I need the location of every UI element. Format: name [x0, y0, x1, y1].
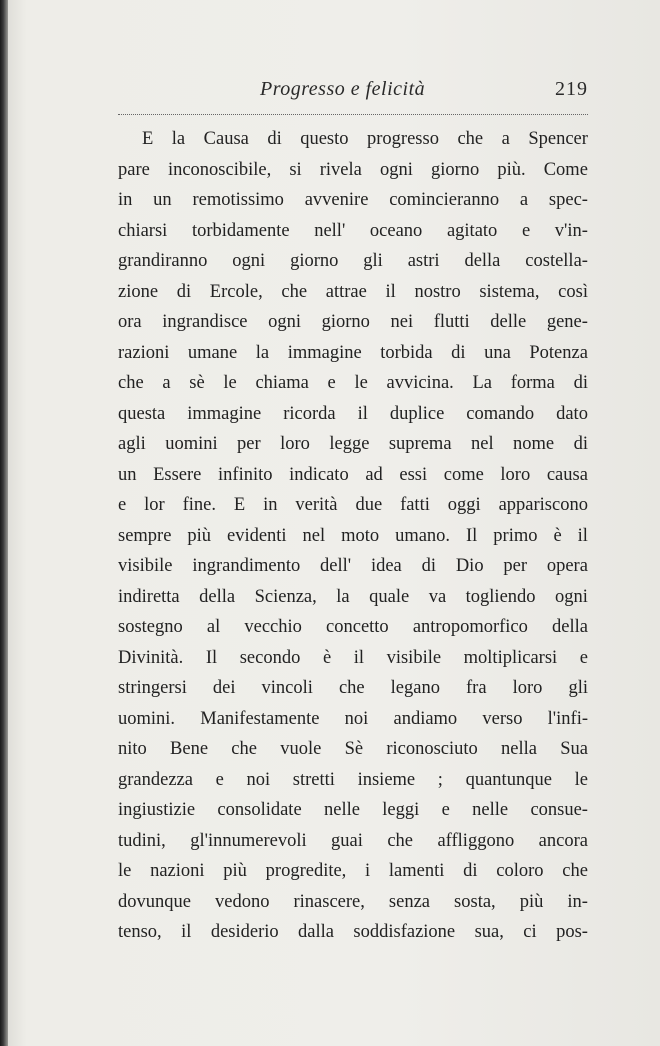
word: nostro: [414, 281, 461, 302]
text-line: [118, 856, 588, 887]
word: oggi: [447, 495, 481, 515]
word: che: [118, 373, 144, 393]
word: il: [353, 647, 365, 668]
word: Essere: [153, 464, 202, 485]
word: visibile: [118, 556, 173, 576]
word: lamenti: [388, 861, 445, 881]
word: noi: [344, 708, 369, 729]
word: che: [562, 861, 588, 881]
word: insieme: [357, 769, 416, 790]
word: guai: [331, 830, 363, 851]
word: verso: [482, 708, 523, 729]
word: giorno: [430, 159, 480, 180]
word: ingrandimento: [192, 556, 301, 576]
word: il: [357, 403, 368, 424]
word: tudini,: [118, 830, 166, 851]
word: gene-: [546, 312, 588, 332]
word: costella-: [525, 251, 588, 271]
text-line: [118, 216, 588, 247]
word: nazioni: [150, 861, 205, 881]
word: secondo: [239, 647, 301, 668]
word: astri: [407, 251, 440, 271]
word: loro: [512, 678, 543, 698]
word: e: [441, 800, 450, 820]
word: come: [443, 464, 484, 485]
word: e: [327, 373, 336, 393]
word: a: [162, 373, 171, 393]
word: rivela: [319, 159, 362, 180]
word: per: [237, 434, 261, 454]
word: si: [289, 159, 302, 180]
word: la: [171, 129, 186, 149]
word: leggi: [382, 800, 420, 820]
word: noi: [246, 769, 271, 790]
text-line: [118, 765, 588, 796]
word: tenso,: [118, 922, 162, 942]
word: v'in-: [554, 220, 588, 241]
word: dei: [212, 678, 236, 698]
text-line: [118, 673, 588, 704]
word: quale: [369, 586, 410, 607]
word: flutti: [433, 312, 470, 332]
word: chiarsi: [118, 220, 168, 241]
word: per: [503, 556, 528, 576]
word: nei: [390, 312, 414, 332]
word: di: [573, 434, 588, 454]
word: più.: [497, 159, 526, 180]
text-line: [118, 460, 588, 491]
word: al: [206, 617, 221, 637]
word: stringersi: [118, 678, 187, 698]
header-rule: [118, 114, 588, 115]
word: ingrandisce: [162, 312, 248, 332]
word: dovunque: [118, 891, 191, 912]
word: senza: [388, 891, 431, 912]
word: legge: [329, 434, 370, 454]
page-number: 219: [555, 78, 588, 100]
word: rinascere,: [293, 891, 365, 912]
word: fine.: [182, 495, 216, 515]
word: duplice: [389, 403, 445, 424]
word: che: [231, 739, 257, 759]
word: remotissimo: [192, 190, 284, 210]
word: agitato: [446, 220, 498, 241]
word: in: [118, 190, 133, 210]
word: indicato: [289, 464, 349, 485]
word: sè: [189, 373, 205, 393]
word: di: [451, 342, 466, 363]
word: Causa: [203, 129, 249, 149]
word: l'infi-: [547, 708, 588, 729]
word: giorno: [321, 312, 370, 332]
word: Come: [543, 159, 588, 180]
word: vincoli: [261, 678, 313, 698]
word: loro: [500, 464, 531, 485]
word: ci: [523, 922, 537, 942]
word: uomini: [165, 434, 218, 454]
word: forma: [510, 373, 555, 393]
word: comincieranno: [389, 190, 500, 210]
word: e: [118, 495, 127, 515]
word: nella: [501, 739, 537, 759]
word: coloro: [496, 861, 544, 881]
body-text: [118, 124, 588, 948]
word: indiretta: [118, 586, 180, 607]
word: progresso: [367, 129, 439, 149]
word: le: [574, 769, 588, 790]
text-line: [118, 551, 588, 582]
text-line: [118, 521, 588, 552]
word: grandezza: [118, 769, 193, 790]
word: più: [187, 525, 212, 546]
word: della: [464, 251, 501, 271]
word: nelle: [472, 800, 509, 820]
text-line: [118, 155, 588, 186]
word: dato: [556, 403, 588, 424]
word: consolidate: [217, 800, 302, 820]
text-line: [118, 277, 588, 308]
word: ad: [365, 464, 383, 485]
word: due: [355, 495, 383, 515]
word: umano.: [395, 525, 451, 546]
word: gli: [363, 251, 383, 271]
word: Ercole,: [209, 281, 263, 302]
word: delle: [490, 312, 527, 332]
word: nel: [470, 434, 494, 454]
word: La: [472, 373, 492, 393]
text-line: [118, 734, 588, 765]
word: concetto: [326, 617, 389, 637]
word: verità: [295, 495, 338, 515]
word: ogni: [555, 586, 588, 607]
word: ora: [118, 312, 142, 332]
word: immagine: [187, 403, 262, 424]
text-line: [118, 307, 588, 338]
word: zione: [118, 281, 159, 302]
word: antropomorfico: [412, 617, 528, 637]
word: più: [223, 861, 247, 881]
word: Spencer: [528, 129, 588, 149]
text-line: [118, 826, 588, 857]
word: ingiustizie: [118, 800, 196, 820]
word: attrae: [325, 281, 367, 302]
word: che: [387, 830, 414, 851]
word: affliggono: [437, 830, 515, 851]
word: sempre: [118, 525, 172, 546]
word: E: [233, 495, 246, 515]
word: chiama: [255, 373, 309, 393]
word: torbidamente: [191, 220, 290, 241]
word: causa: [546, 464, 588, 485]
word: grandiranno: [118, 251, 208, 271]
word: desiderio: [210, 922, 279, 942]
word: riconosciuto: [386, 739, 478, 759]
word: nel: [302, 525, 326, 546]
text-line: [118, 704, 588, 735]
word: visibile: [386, 647, 442, 668]
word: a: [501, 129, 510, 149]
word: giorno: [290, 251, 339, 271]
book-spine-shadow: [0, 0, 8, 1046]
word: di: [463, 861, 478, 881]
text-line: [118, 368, 588, 399]
word: ricorda: [283, 403, 336, 424]
word: il: [181, 922, 192, 942]
text-line: [118, 185, 588, 216]
text-line: [118, 612, 588, 643]
word: inconoscibile,: [167, 159, 272, 180]
word: oceano: [369, 220, 423, 241]
word: pos-: [556, 922, 588, 942]
word: pare: [118, 159, 150, 180]
word: e: [521, 220, 531, 241]
word: moltiplicarsi: [463, 647, 558, 668]
word: così: [558, 281, 588, 302]
word: della: [552, 617, 588, 637]
word: Sua: [560, 739, 588, 759]
word: loro: [280, 434, 310, 454]
word: di: [421, 556, 436, 576]
word: va: [428, 586, 447, 607]
word: sistema,: [479, 281, 540, 302]
word: idea: [370, 556, 402, 576]
word: è: [553, 525, 562, 546]
text-line: [118, 490, 588, 521]
word: gli: [568, 678, 588, 698]
word: Manifestamente: [200, 708, 320, 729]
word: andiamo: [393, 708, 458, 729]
word: gl'innumerevoli: [190, 830, 307, 851]
word: dell': [320, 556, 352, 576]
word: questo: [300, 129, 349, 149]
word: che: [338, 678, 365, 698]
word: avvenire: [304, 190, 369, 210]
word: vecchio: [244, 617, 302, 637]
word: sostegno: [118, 617, 183, 637]
word: progredite,: [265, 861, 347, 881]
word: di: [176, 281, 192, 302]
word: la: [336, 586, 350, 607]
text-line: [118, 917, 588, 948]
word: fatti: [400, 495, 430, 515]
word: uomini.: [118, 708, 176, 729]
text-line: [118, 887, 588, 918]
word: lor: [144, 495, 165, 515]
word: vedono: [215, 891, 270, 912]
word: avvicina.: [386, 373, 454, 393]
word: soddisfazione: [353, 922, 456, 942]
word: Dio: [455, 556, 484, 576]
word: nell': [314, 220, 346, 241]
word: quantunque: [465, 769, 552, 790]
text-line: [118, 399, 588, 430]
word: nelle: [324, 800, 360, 820]
word: suprema: [388, 434, 452, 454]
text-line: [118, 124, 588, 155]
text-line: [118, 429, 588, 460]
word: a: [519, 190, 529, 210]
word: togliendo: [465, 586, 536, 607]
word: è: [322, 647, 332, 668]
word: ancora: [538, 830, 588, 851]
word: agli: [118, 434, 146, 454]
word: razioni: [118, 342, 170, 363]
text-line: [118, 643, 588, 674]
word: dalla: [298, 922, 334, 942]
word: opera: [546, 556, 588, 576]
word: Bene: [170, 739, 209, 759]
word: in-: [567, 891, 588, 912]
word: sua,: [474, 922, 504, 942]
word: il: [385, 281, 396, 302]
word: Il: [205, 647, 218, 668]
word: della: [199, 586, 236, 607]
word: evidenti: [226, 525, 287, 546]
word: un: [153, 190, 172, 210]
word: nito: [118, 739, 147, 759]
word: umane: [187, 342, 238, 363]
word: primo: [493, 525, 538, 546]
word: e: [215, 769, 224, 790]
word: moto: [341, 525, 380, 546]
word: nome: [513, 434, 555, 454]
word: sosta,: [454, 891, 496, 912]
word: stretti: [292, 769, 335, 790]
word: ogni: [268, 312, 301, 332]
word: ogni: [232, 251, 266, 271]
word: E: [142, 129, 154, 149]
word: in: [263, 495, 278, 515]
word: che: [457, 129, 484, 149]
word: la: [255, 342, 270, 363]
word: infinito: [218, 464, 273, 485]
word: essi: [399, 464, 428, 485]
word: torbida: [380, 342, 433, 363]
word: di: [573, 373, 588, 393]
word: di: [267, 129, 282, 149]
word: che: [281, 281, 308, 302]
text-line: [118, 795, 588, 826]
text-line: [118, 582, 588, 613]
word: e: [579, 647, 588, 668]
word: legano: [390, 678, 440, 698]
word: il: [577, 525, 588, 546]
word: una: [484, 342, 511, 363]
word: comando: [466, 403, 535, 424]
word: le: [223, 373, 237, 393]
word: un: [118, 464, 137, 485]
word: vuole: [280, 739, 322, 759]
running-title: Progresso e felicità: [260, 78, 426, 100]
word: le: [354, 373, 368, 393]
word: i: [365, 861, 371, 881]
text-line: [118, 246, 588, 277]
word: consue-: [530, 800, 588, 820]
word: più: [519, 891, 544, 912]
word: Sè: [344, 739, 364, 759]
word: appariscono: [498, 495, 588, 515]
word: Divinità.: [118, 647, 184, 668]
word: immagine: [287, 342, 362, 363]
word: Potenza: [529, 342, 588, 363]
word: ogni: [379, 159, 413, 180]
word: fra: [466, 678, 487, 698]
word: le: [118, 861, 132, 881]
word: spec-: [548, 190, 588, 210]
word: ;: [437, 769, 443, 790]
word: questa: [118, 403, 166, 424]
text-line: [118, 338, 588, 369]
word: Il: [466, 525, 478, 546]
word: Scienza,: [254, 586, 317, 607]
page-header: [118, 78, 588, 108]
